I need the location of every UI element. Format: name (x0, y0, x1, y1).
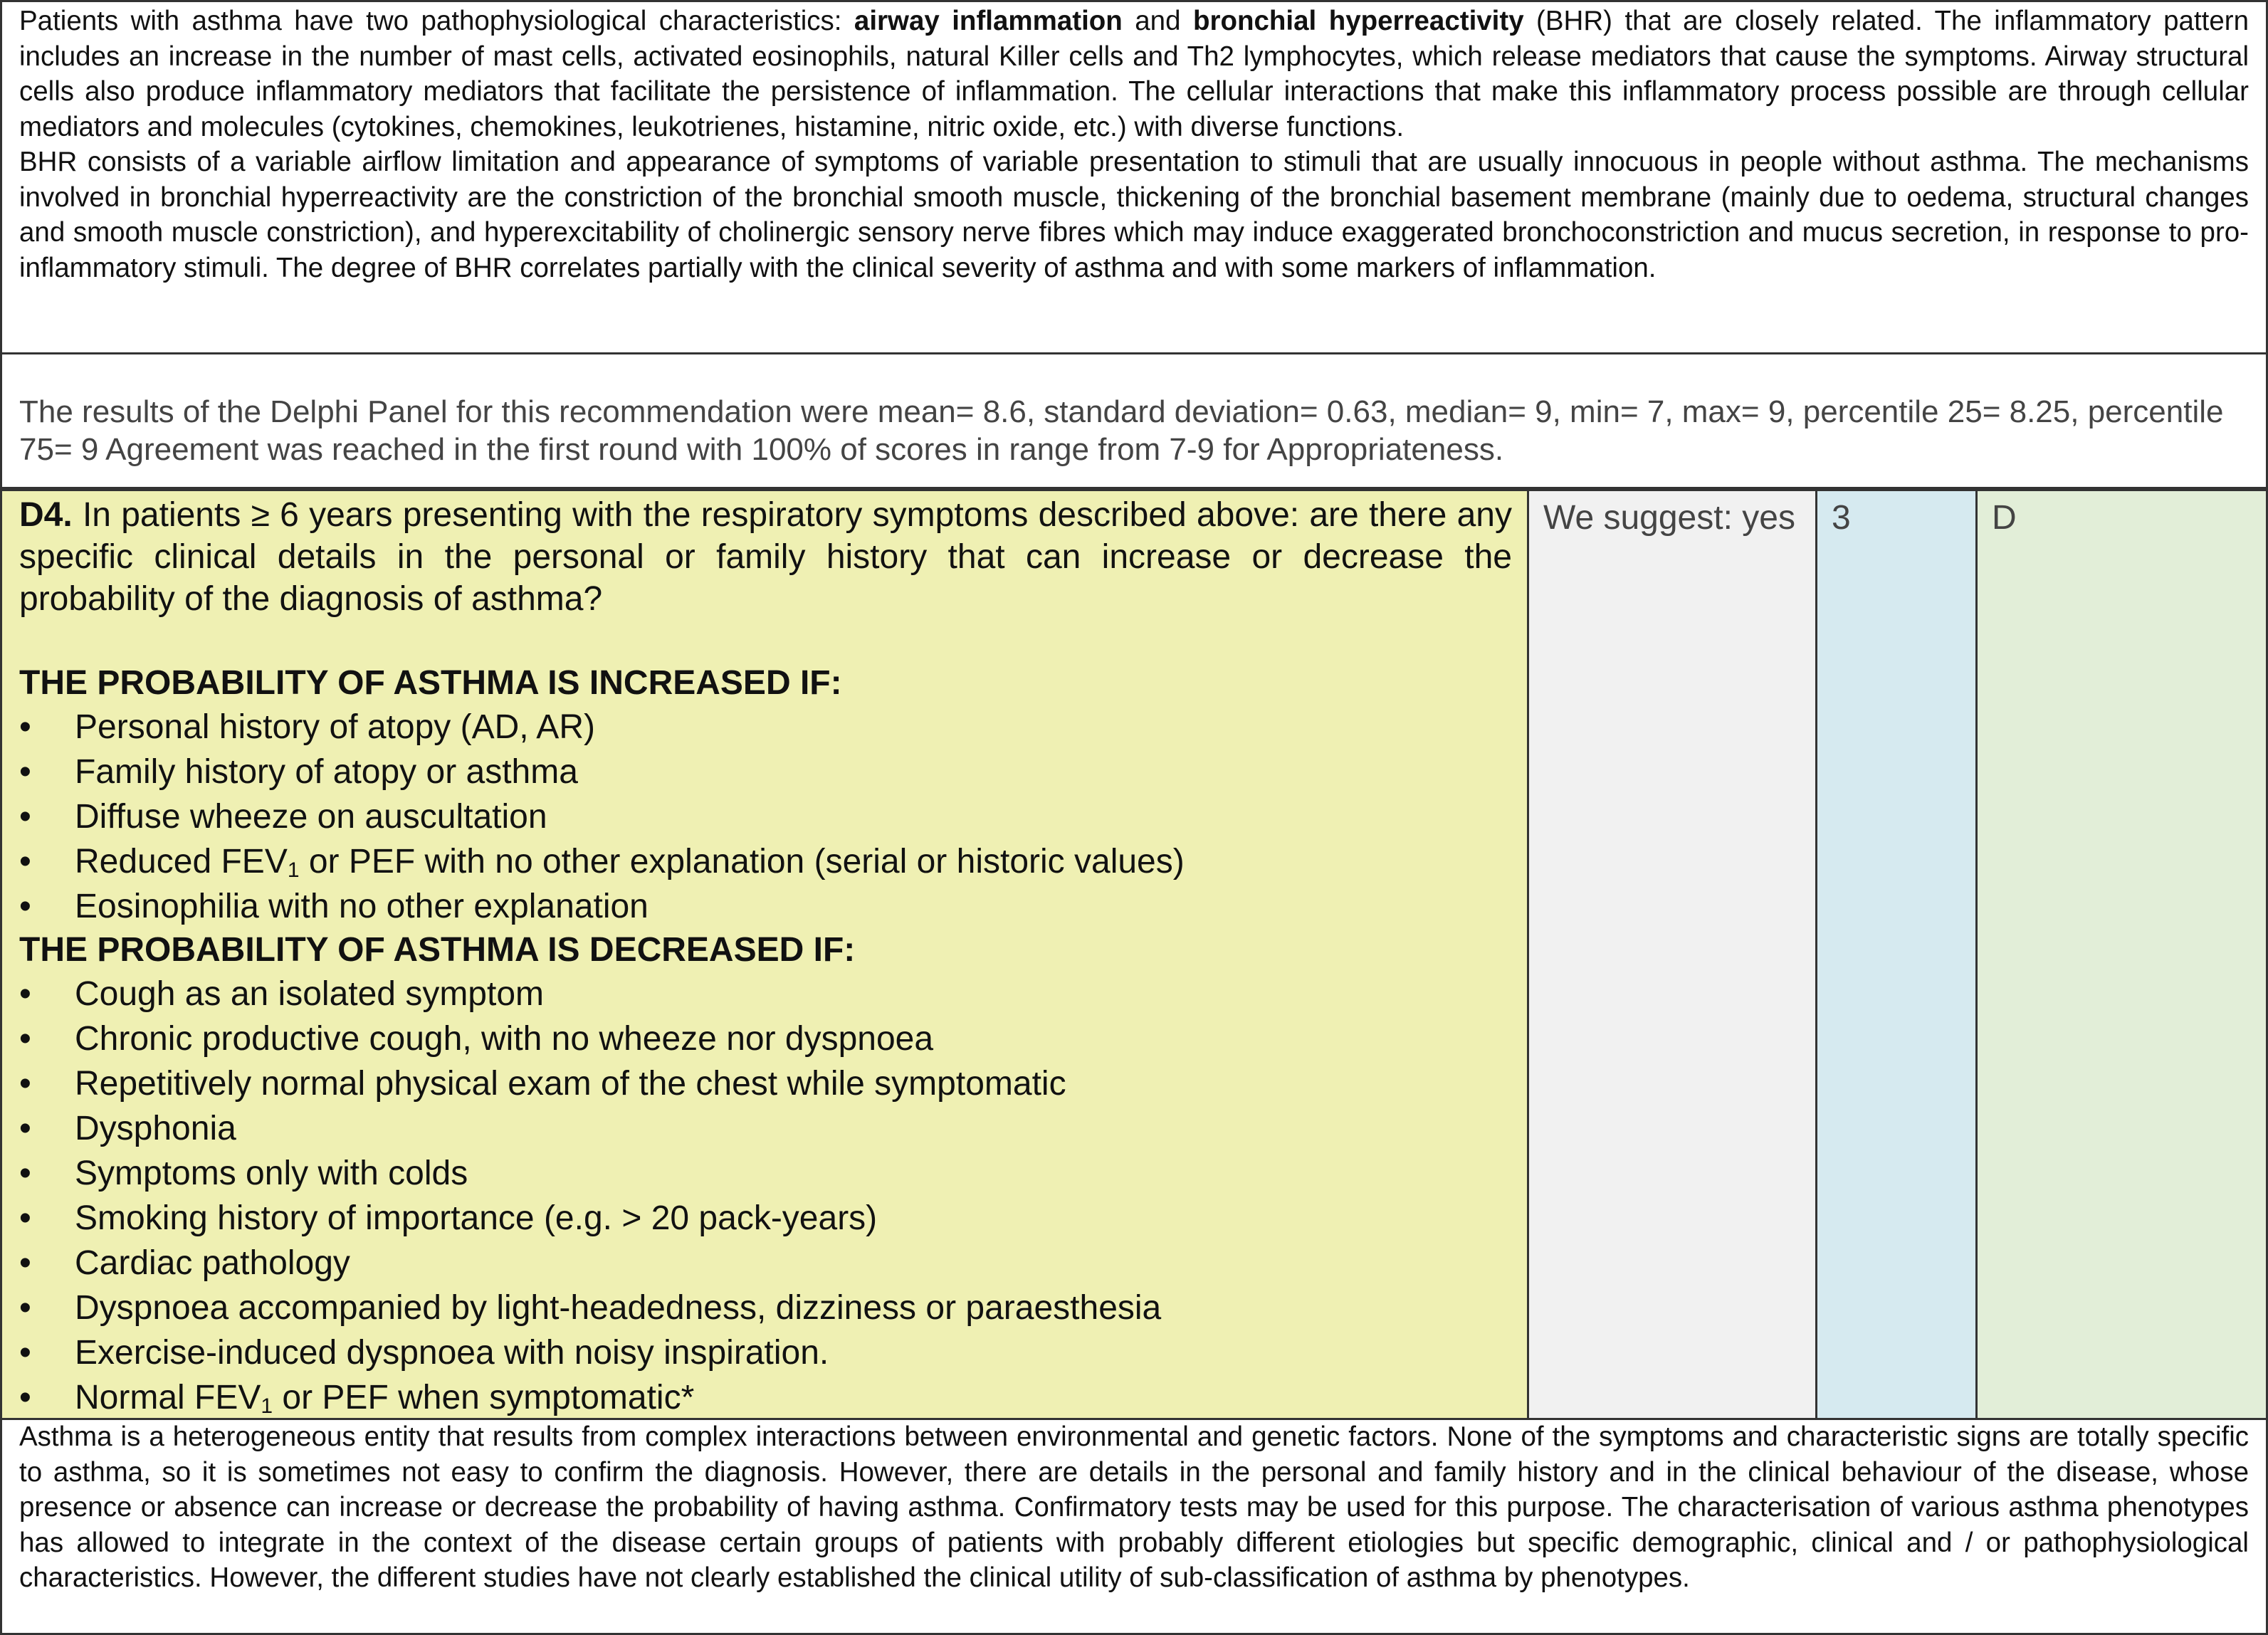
list-item: • Chronic productive cough, with no wheeze nor dyspnoea (19, 1016, 1512, 1061)
bullet-icon: • (19, 753, 31, 791)
bullet-icon: • (19, 1065, 31, 1103)
list-item: • Reduced $FEV_1$ or PEF with no other explanation (serial or historic values) (19, 839, 1512, 884)
rationale-section (0, 1418, 2268, 1635)
decreased-list (19, 972, 1512, 1420)
suggestion-cell: We suggest: yes (1527, 489, 1817, 1420)
bullet-icon: • (19, 708, 31, 746)
decreased-heading: THE PROBABILITY OF ASTHMA IS DECREASED IF: (19, 931, 856, 969)
bullet-icon: • (19, 843, 31, 880)
list-item: • Diffuse wheeze on auscultation (19, 794, 1512, 839)
list-item: • Exercise-induced dyspnoea with noisy inspiration. (19, 1330, 1512, 1375)
list-item: • Smoking history of importance (e.g. > 20 pack-years) (19, 1196, 1512, 1241)
bullet-icon: • (19, 1020, 31, 1058)
bullet-icon: • (19, 1289, 31, 1327)
bullet-icon: • (19, 1155, 31, 1192)
list-item: • Cough as an isolated symptom (19, 972, 1512, 1016)
bronchial-hyperreactivity-term: bronchial hyperreactivity (1192, 6, 1524, 36)
bullet-icon: • (19, 1379, 31, 1416)
bullet-icon: • (19, 1334, 31, 1372)
recommendation-row (0, 489, 2268, 1420)
evidence-level-cell: 3 (1815, 489, 1978, 1420)
grade-cell: D (1975, 489, 2268, 1420)
increased-heading: THE PROBABILITY OF ASTHMA IS INCREASED IF: (19, 664, 842, 702)
recommendation-question: D4. In patients ≥ 6 years presenting with the respiratory symptoms described above: are there any specific clinical details in the personal or family history that can increase or decrease the probability of the diagnosis of asthma? (19, 496, 1512, 618)
intro-paragraph-2: BHR consists of a variable airflow limitation and appearance of symptoms of variable presentation to stimuli that are usually innocuous in people without asthma. The mechanisms involved in bronchial hyperreactivity are the constriction of the bronchial smooth muscle, thickening of the bronchial basement membrane (mainly due to oedema, structural changes and smooth muscle constriction), and hyperexcitability of cholinergic sensory nerve fibres which may induce exaggerated bronchoconstriction and mucus secretion, in response to pro-inflammatory stimuli. The degree of BHR correlates partially with the clinical severity of asthma and with some markers of inflammation. (19, 147, 2249, 283)
list-item: • Cardiac pathology (19, 1241, 1512, 1286)
list-item: • Personal history of atopy (AD, AR) (19, 705, 1512, 750)
list-item: • Normal $FEV_1$ or PEF when symptomatic* (19, 1375, 1512, 1420)
increased-list (19, 705, 1512, 929)
list-item: • Dysphonia (19, 1106, 1512, 1151)
bullet-icon: • (19, 798, 31, 836)
bullet-icon: • (19, 1199, 31, 1237)
list-item: • Dyspnoea accompanied by light-headedness, dizziness or paraesthesia (19, 1286, 1512, 1330)
intro-section (0, 0, 2268, 354)
list-item: • Family history of atopy or asthma (19, 750, 1512, 794)
recommendation-question-cell (0, 489, 1529, 1420)
airway-inflammation-term: airway inflammation (854, 6, 1123, 36)
list-item: • Eosinophilia with no other explanation (19, 884, 1512, 929)
recommendation-id: D4. (19, 496, 73, 534)
list-item: • Symptoms only with colds (19, 1151, 1512, 1196)
bullet-icon: • (19, 975, 31, 1013)
rationale-paragraph: Asthma is a heterogeneous entity that results from complex interactions between environmental and genetic factors. None of the symptoms and characteristic signs are totally specific to asthma, so it is sometimes not easy to confirm the diagnosis. However, there are details in the personal and family history and in the clinical behaviour of the disease, whose presence or absence can increase or decrease the probability of having asthma. Confirmatory tests may be used for this purpose. The characterisation of various asthma phenotypes has allowed to integrate in the context of the disease certain groups of patients with probably different etiologies but specific demographic, clinical and / or pathophysiological characteristics. However, the different studies have not clearly established the clinical utility of sub-classification of asthma by phenotypes. (19, 1421, 2249, 1593)
list-item: • Repetitively normal physical exam of the chest while symptomatic (19, 1061, 1512, 1106)
delphi-results: The results of the Delphi Panel for this recommendation were mean= 8.6, standard deviation= 0.63, median= 9, min= 7, max= 9, percentile 25= 8.25, percentile 75= 9 Agreement was reached in the first round with 100% of scores in range from 7-9 for Appropriateness. (0, 352, 2268, 489)
bullet-icon: • (19, 888, 31, 925)
bullet-icon: • (19, 1244, 31, 1282)
bullet-icon: • (19, 1110, 31, 1147)
intro-paragraph-1: Patients with asthma have two pathophysiological characteristics: airway inflammation and bronchial hyperreactivity (BHR) that are closely related. The inflammatory pattern includes an increase in the number of mast cells, activated eosinophils, natural Killer cells and Th2 lymphocytes, which release mediators that cause the symptoms. Airway structural cells also produce inflammatory mediators that facilitate the persistence of inflammation. The cellular interactions that make this inflammatory process possible are through cellular mediators and molecules (cytokines, chemokines, leukotrienes, histamine, nitric oxide, etc.) with diverse functions. (19, 6, 2249, 142)
